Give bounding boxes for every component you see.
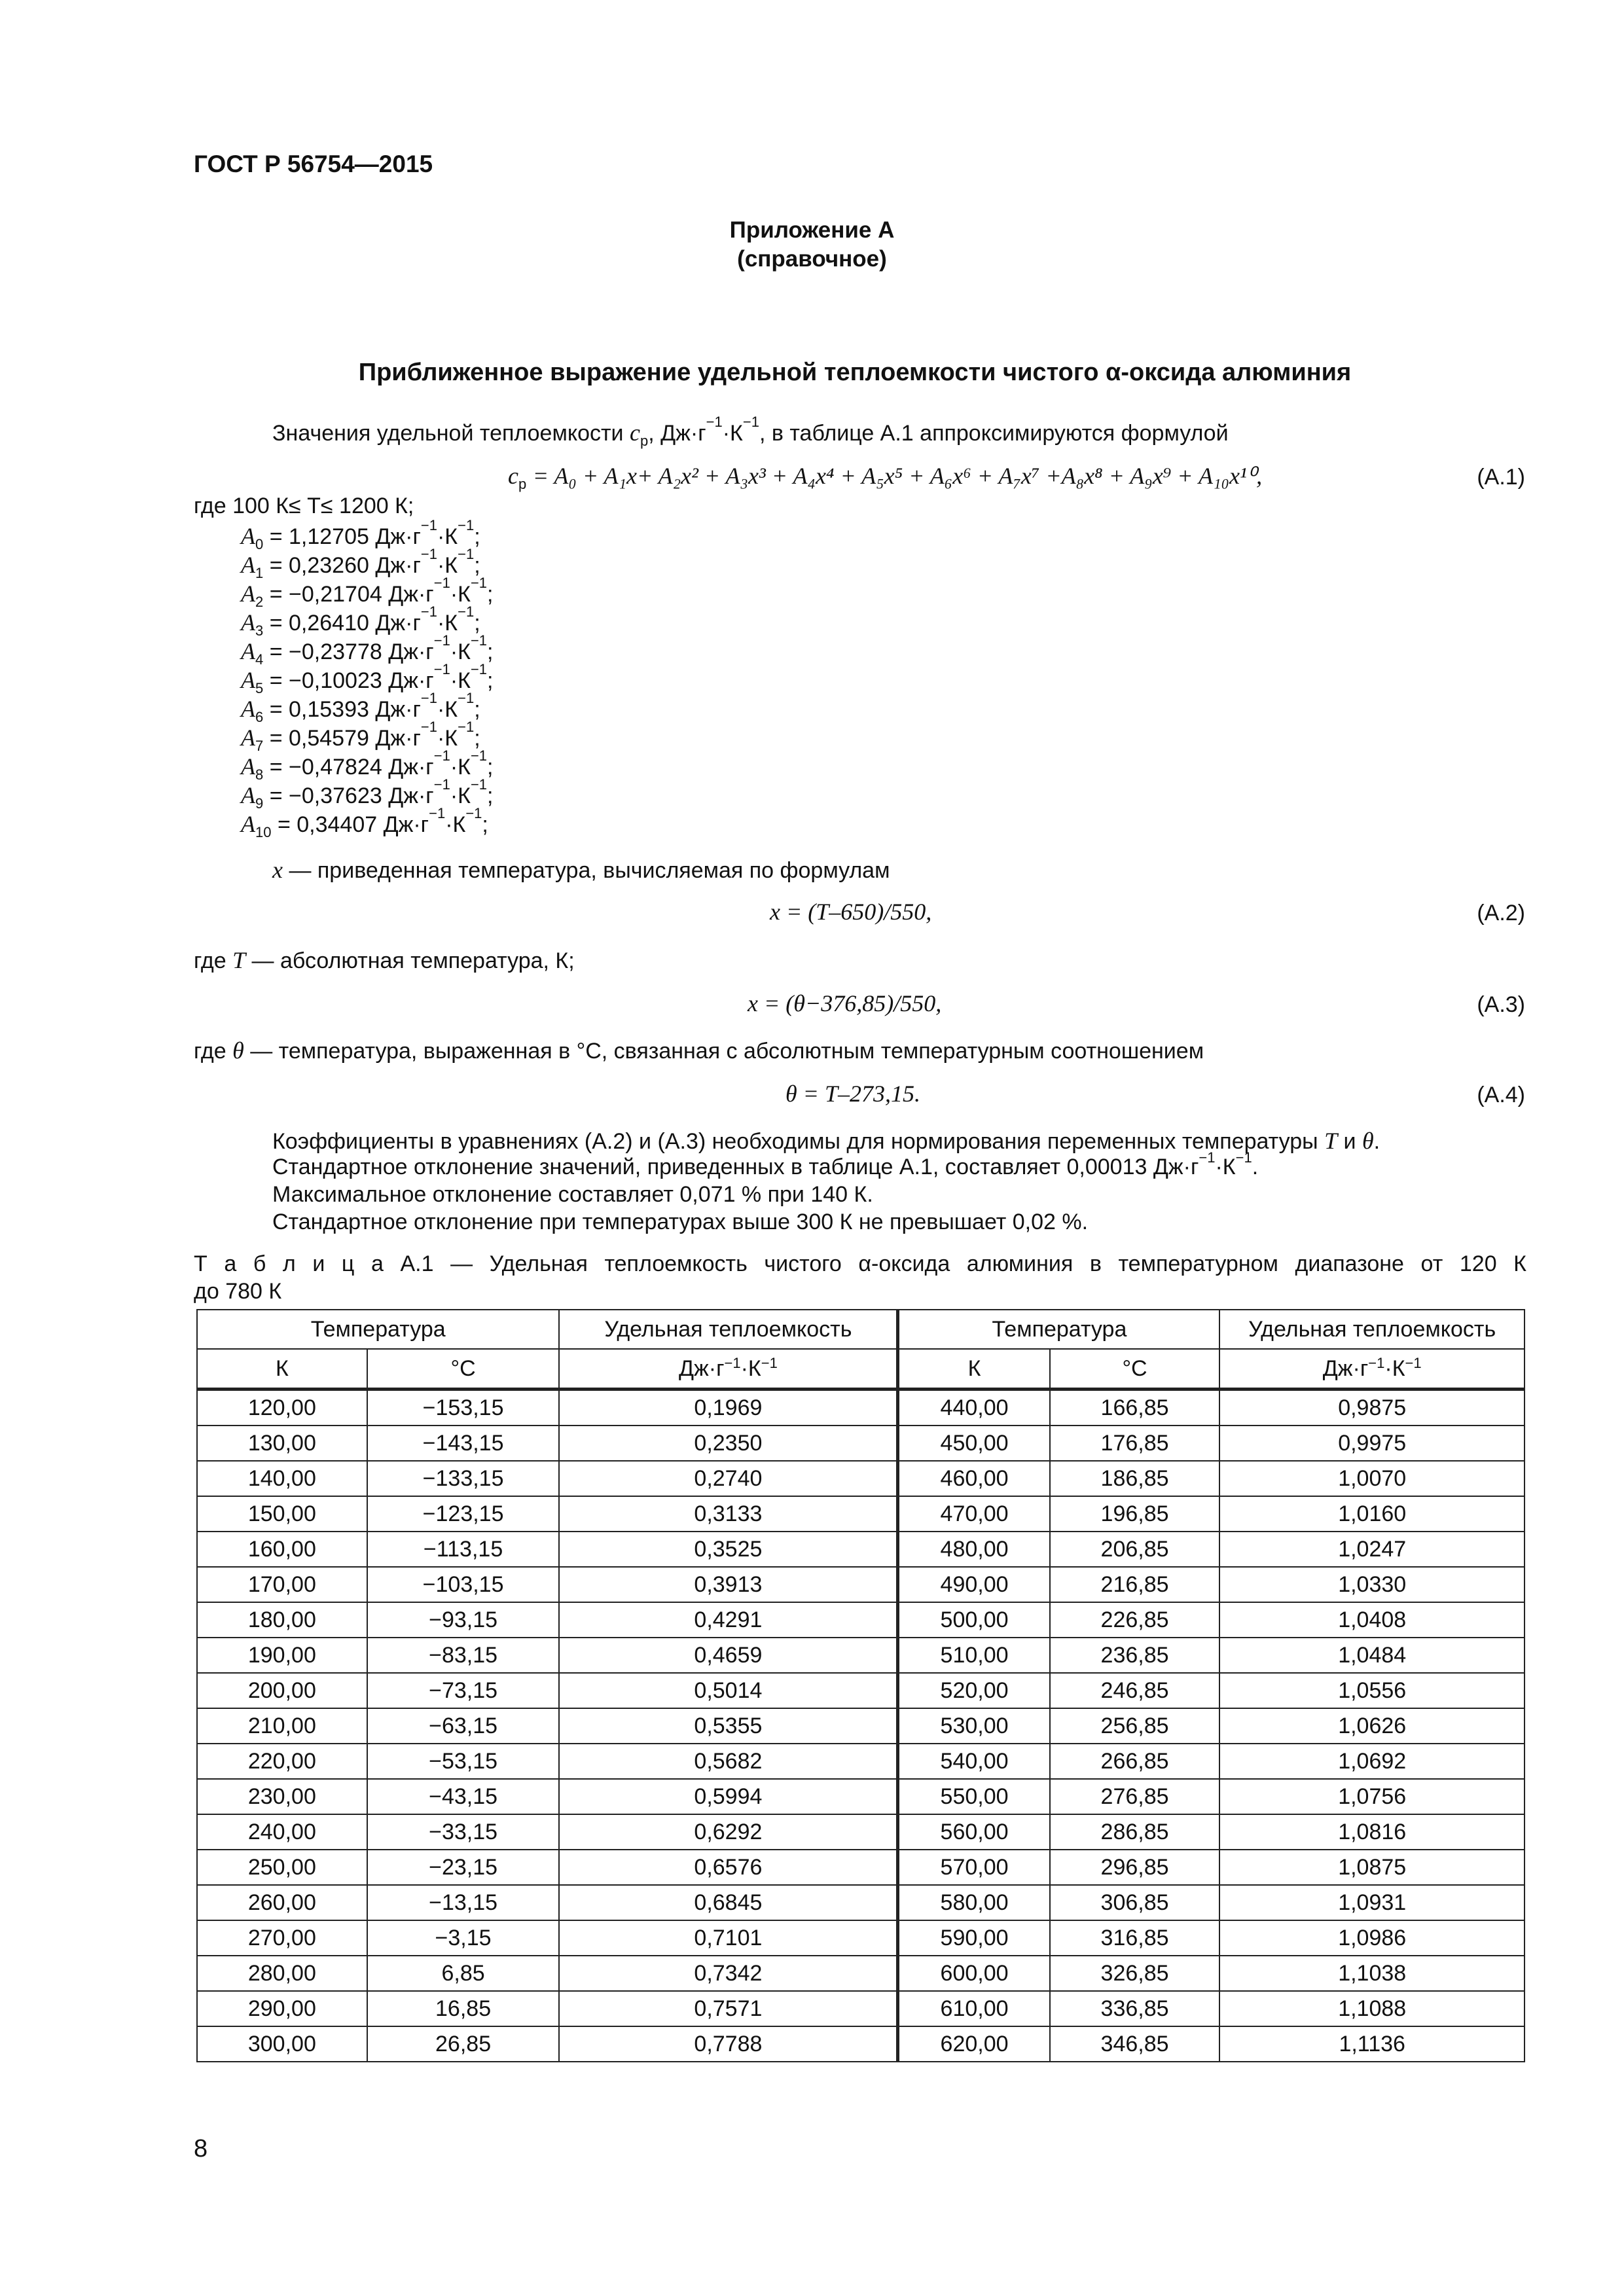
cell-celsius: 316,85 bbox=[1050, 1920, 1220, 1956]
cell-kelvin: 520,00 bbox=[898, 1673, 1050, 1708]
cell-heat-capacity: 0,5355 bbox=[559, 1708, 897, 1744]
cell-celsius: −13,15 bbox=[367, 1885, 560, 1920]
cell-heat-capacity: 0,3913 bbox=[559, 1567, 897, 1602]
cell-kelvin: 220,00 bbox=[197, 1744, 367, 1779]
cell-kelvin: 200,00 bbox=[197, 1673, 367, 1708]
coefficient-a6: $A_6 = 0,15393$ $Дж\cdot г^{-1}\cdot К^{-1}$; bbox=[241, 690, 480, 725]
table-row bbox=[197, 1956, 1525, 1991]
cell-celsius: −53,15 bbox=[367, 1744, 560, 1779]
intro-text: Значения удельной теплоемкости $c_p$, $Дж\cdot г^{-1}\cdot К^{-1}$, в таблице А.1 аппроксимируются формулой bbox=[272, 414, 1229, 449]
table-caption-cont: до 780 К bbox=[194, 1279, 282, 1304]
cell-heat-capacity: 1,0160 bbox=[1219, 1496, 1525, 1532]
formula-a1: $c_p = A_0 + A_1x+ A_2x^2 + A_3x^3 + A_4x^4 + A_5x^5 + A_6x^6 + A_7x^7 +A_8x^8 + A_9x^9 + A_{10}x^{10}$, bbox=[508, 463, 1263, 492]
cell-heat-capacity: 1,0816 bbox=[1219, 1814, 1525, 1850]
cell-heat-capacity: 1,0330 bbox=[1219, 1567, 1525, 1602]
heat-capacity-table bbox=[196, 1309, 1525, 2062]
cell-kelvin: 620,00 bbox=[898, 2026, 1050, 2062]
cell-celsius: 166,85 bbox=[1050, 1390, 1220, 1426]
cell-heat-capacity: 0,2740 bbox=[559, 1461, 897, 1496]
cell-celsius: 346,85 bbox=[1050, 2026, 1220, 2062]
formula-a1-number: (А.1) bbox=[1477, 465, 1525, 490]
cell-kelvin: 150,00 bbox=[197, 1496, 367, 1532]
coefficient-a8: $A_8 = -0,47824$ $Дж\cdot г^{-1}\cdot К^{-1}$; bbox=[241, 747, 494, 783]
formula-a3: x = (θ−376,85)/550, bbox=[748, 990, 942, 1016]
cell-kelvin: 250,00 bbox=[197, 1850, 367, 1885]
cell-celsius: 186,85 bbox=[1050, 1461, 1220, 1496]
cell-kelvin: 460,00 bbox=[898, 1461, 1050, 1496]
cell-celsius: −133,15 bbox=[367, 1461, 560, 1496]
header-kelvin: К bbox=[898, 1349, 1050, 1390]
cell-kelvin: 190,00 bbox=[197, 1638, 367, 1673]
cell-kelvin: 280,00 bbox=[197, 1956, 367, 1991]
cell-kelvin: 610,00 bbox=[898, 1991, 1050, 2026]
cell-celsius: −3,15 bbox=[367, 1920, 560, 1956]
cell-celsius: −103,15 bbox=[367, 1567, 560, 1602]
cell-heat-capacity: 0,4291 bbox=[559, 1602, 897, 1638]
table-row bbox=[197, 1461, 1525, 1496]
cell-heat-capacity: 1,0408 bbox=[1219, 1602, 1525, 1638]
table-row bbox=[197, 1850, 1525, 1885]
cell-heat-capacity: 0,5994 bbox=[559, 1779, 897, 1814]
cell-heat-capacity: 0,7101 bbox=[559, 1920, 897, 1956]
cell-celsius: −113,15 bbox=[367, 1532, 560, 1567]
cell-heat-capacity: 1,0692 bbox=[1219, 1744, 1525, 1779]
cell-heat-capacity: 1,1136 bbox=[1219, 2026, 1525, 2062]
cell-kelvin: 120,00 bbox=[197, 1390, 367, 1426]
table-row bbox=[197, 1426, 1525, 1461]
header-unit: $Дж\cdot г^{-1}\cdot К^{-1}$ bbox=[1219, 1349, 1525, 1390]
cell-kelvin: 180,00 bbox=[197, 1602, 367, 1638]
cell-heat-capacity: 0,7788 bbox=[559, 2026, 897, 2062]
cell-celsius: −73,15 bbox=[367, 1673, 560, 1708]
table-row bbox=[197, 1779, 1525, 1814]
page-number: 8 bbox=[194, 2135, 208, 2162]
note-std-deviation: Стандартное отклонение значений, приведенных в таблице А.1, составляет 0,00013 $Дж\cdot г^{-1}\cdot К^{-1}$. bbox=[272, 1149, 1259, 1179]
range-text: где 100 К≤ T≤ 1200 К; bbox=[194, 493, 414, 518]
cell-heat-capacity: 1,0484 bbox=[1219, 1638, 1525, 1673]
cell-heat-capacity: 1,0986 bbox=[1219, 1920, 1525, 1956]
cell-celsius: 256,85 bbox=[1050, 1708, 1220, 1744]
coefficient-a9: $A_9 = -0,37623$ $Дж\cdot г^{-1}\cdot К^{-1}$; bbox=[241, 776, 494, 812]
cell-celsius: −43,15 bbox=[367, 1779, 560, 1814]
cell-celsius: 276,85 bbox=[1050, 1779, 1220, 1814]
cell-celsius: 266,85 bbox=[1050, 1744, 1220, 1779]
cell-kelvin: 160,00 bbox=[197, 1532, 367, 1567]
table-row bbox=[197, 1390, 1525, 1426]
appendix-type: (справочное) bbox=[737, 246, 887, 272]
cell-heat-capacity: 0,9975 bbox=[1219, 1426, 1525, 1461]
cell-kelvin: 270,00 bbox=[197, 1920, 367, 1956]
note-high-temp: Стандартное отклонение при температурах выше 300 К не превышает 0,02 %. bbox=[272, 1210, 1089, 1234]
cell-kelvin: 240,00 bbox=[197, 1814, 367, 1850]
table-row bbox=[197, 2026, 1525, 2062]
table-row bbox=[197, 1920, 1525, 1956]
table-row bbox=[197, 1708, 1525, 1744]
cell-heat-capacity: 0,6576 bbox=[559, 1850, 897, 1885]
cell-celsius: −123,15 bbox=[367, 1496, 560, 1532]
formula-a2: x = (T–650)/550, bbox=[770, 899, 932, 925]
cell-kelvin: 230,00 bbox=[197, 1779, 367, 1814]
cell-celsius: 286,85 bbox=[1050, 1814, 1220, 1850]
T-definition: где T — абсолютная температура, К; bbox=[194, 947, 575, 973]
header-temperature: Температура bbox=[898, 1310, 1220, 1349]
cell-heat-capacity: 0,1969 bbox=[559, 1390, 897, 1426]
cell-kelvin: 570,00 bbox=[898, 1850, 1050, 1885]
cell-kelvin: 560,00 bbox=[898, 1814, 1050, 1850]
cell-heat-capacity: 1,1038 bbox=[1219, 1956, 1525, 1991]
note-coefficients: Коэффициенты в уравнениях (А.2) и (А.3) необходимы для нормирования переменных температуры T и θ. bbox=[272, 1128, 1380, 1154]
standard-number: ГОСТ Р 56754—2015 bbox=[194, 151, 433, 177]
cell-kelvin: 170,00 bbox=[197, 1567, 367, 1602]
cell-kelvin: 590,00 bbox=[898, 1920, 1050, 1956]
cell-heat-capacity: 1,0070 bbox=[1219, 1461, 1525, 1496]
coefficient-a0: $A_0 = 1,12705$ $Дж\cdot г^{-1}\cdot К^{-1}$; bbox=[241, 517, 480, 552]
cell-celsius: −33,15 bbox=[367, 1814, 560, 1850]
cell-kelvin: 210,00 bbox=[197, 1708, 367, 1744]
cell-heat-capacity: 0,5014 bbox=[559, 1673, 897, 1708]
cell-kelvin: 490,00 bbox=[898, 1567, 1050, 1602]
cell-kelvin: 580,00 bbox=[898, 1885, 1050, 1920]
table-row bbox=[197, 1496, 1525, 1532]
cell-heat-capacity: 1,0756 bbox=[1219, 1779, 1525, 1814]
cell-celsius: 306,85 bbox=[1050, 1885, 1220, 1920]
cell-heat-capacity: 0,7571 bbox=[559, 1991, 897, 2026]
cell-kelvin: 480,00 bbox=[898, 1532, 1050, 1567]
cell-celsius: 16,85 bbox=[367, 1991, 560, 2026]
cell-celsius: 216,85 bbox=[1050, 1567, 1220, 1602]
cell-heat-capacity: 0,9875 bbox=[1219, 1390, 1525, 1426]
cell-celsius: 176,85 bbox=[1050, 1426, 1220, 1461]
coefficient-a10: $A_{10} = 0,34407$ $Дж\cdot г^{-1}\cdot К^{-1}$; bbox=[241, 805, 488, 840]
cell-celsius: 6,85 bbox=[367, 1956, 560, 1991]
cell-heat-capacity: 0,4659 bbox=[559, 1638, 897, 1673]
coefficient-a7: $A_7 = 0,54579$ $Дж\cdot г^{-1}\cdot К^{-1}$; bbox=[241, 719, 480, 754]
cell-celsius: 296,85 bbox=[1050, 1850, 1220, 1885]
cell-kelvin: 140,00 bbox=[197, 1461, 367, 1496]
cell-celsius: −63,15 bbox=[367, 1708, 560, 1744]
table-row bbox=[197, 1532, 1525, 1567]
cell-celsius: 26,85 bbox=[367, 2026, 560, 2062]
cell-kelvin: 300,00 bbox=[197, 2026, 367, 2062]
cell-heat-capacity: 1,0626 bbox=[1219, 1708, 1525, 1744]
appendix-heading: Приложение А bbox=[729, 217, 895, 243]
cell-heat-capacity: 0,7342 bbox=[559, 1956, 897, 1991]
cell-kelvin: 440,00 bbox=[898, 1390, 1050, 1426]
table-row bbox=[197, 1991, 1525, 2026]
x-definition: x — приведенная температура, вычисляемая по формулам bbox=[272, 857, 890, 883]
cell-celsius: −153,15 bbox=[367, 1390, 560, 1426]
cell-celsius: 326,85 bbox=[1050, 1956, 1220, 1991]
table-row bbox=[197, 1814, 1525, 1850]
cell-heat-capacity: 0,3525 bbox=[559, 1532, 897, 1567]
cell-celsius: −83,15 bbox=[367, 1638, 560, 1673]
table-row bbox=[197, 1567, 1525, 1602]
theta-definition: где θ — температура, выраженная в °С, связанная с абсолютным температурным соотношением bbox=[194, 1037, 1204, 1064]
cell-celsius: −93,15 bbox=[367, 1602, 560, 1638]
cell-heat-capacity: 0,6845 bbox=[559, 1885, 897, 1920]
cell-heat-capacity: 1,0556 bbox=[1219, 1673, 1525, 1708]
coefficient-a5: $A_5 = -0,10023$ $Дж\cdot г^{-1}\cdot К^{-1}$; bbox=[241, 661, 494, 696]
note-max-deviation: Максимальное отклонение составляет 0,071 % при 140 К. bbox=[272, 1182, 873, 1207]
cell-kelvin: 530,00 bbox=[898, 1708, 1050, 1744]
cell-kelvin: 470,00 bbox=[898, 1496, 1050, 1532]
cell-celsius: 236,85 bbox=[1050, 1638, 1220, 1673]
cell-celsius: −143,15 bbox=[367, 1426, 560, 1461]
cell-celsius: 206,85 bbox=[1050, 1532, 1220, 1567]
table-caption: Т а б л и ц а А.1 — Удельная теплоемкость чистого α-оксида алюминия в температурном диапазоне от 120 К bbox=[194, 1251, 1526, 1276]
cell-heat-capacity: 0,5682 bbox=[559, 1744, 897, 1779]
formula-a3-number: (А.3) bbox=[1477, 992, 1525, 1017]
cell-heat-capacity: 1,0931 bbox=[1219, 1885, 1525, 1920]
table-row bbox=[197, 1885, 1525, 1920]
cell-heat-capacity: 1,0875 bbox=[1219, 1850, 1525, 1885]
cell-kelvin: 260,00 bbox=[197, 1885, 367, 1920]
cell-heat-capacity: 0,3133 bbox=[559, 1496, 897, 1532]
cell-celsius: 226,85 bbox=[1050, 1602, 1220, 1638]
table-row bbox=[197, 1638, 1525, 1673]
cell-heat-capacity: 0,6292 bbox=[559, 1814, 897, 1850]
coefficient-a3: $A_3 = 0,26410$ $Дж\cdot г^{-1}\cdot К^{-1}$; bbox=[241, 603, 480, 639]
page-title: Приближенное выражение удельной теплоемкости чистого α-оксида алюминия bbox=[358, 359, 1352, 386]
header-heat-capacity: Удельная теплоемкость bbox=[1219, 1310, 1525, 1349]
table-row bbox=[197, 1744, 1525, 1779]
cell-kelvin: 540,00 bbox=[898, 1744, 1050, 1779]
cell-celsius: 196,85 bbox=[1050, 1496, 1220, 1532]
cell-heat-capacity: 0,2350 bbox=[559, 1426, 897, 1461]
header-unit: $Дж\cdot г^{-1}\cdot К^{-1}$ bbox=[559, 1349, 897, 1390]
cell-celsius: 246,85 bbox=[1050, 1673, 1220, 1708]
cell-kelvin: 290,00 bbox=[197, 1991, 367, 2026]
cell-kelvin: 510,00 bbox=[898, 1638, 1050, 1673]
formula-a4-number: (А.4) bbox=[1477, 1083, 1525, 1107]
coefficient-a2: $A_2 = -0,21704$ $Дж\cdot г^{-1}\cdot К^{-1}$; bbox=[241, 575, 494, 610]
table-row bbox=[197, 1673, 1525, 1708]
cell-celsius: 336,85 bbox=[1050, 1991, 1220, 2026]
header-kelvin: К bbox=[197, 1349, 367, 1390]
table-row bbox=[197, 1602, 1525, 1638]
formula-a4: θ = T–273,15. bbox=[785, 1081, 920, 1107]
cell-kelvin: 130,00 bbox=[197, 1426, 367, 1461]
cell-kelvin: 550,00 bbox=[898, 1779, 1050, 1814]
coefficient-a4: $A_4 = -0,23778$ $Дж\cdot г^{-1}\cdot К^{-1}$; bbox=[241, 632, 494, 668]
formula-a2-number: (А.2) bbox=[1477, 901, 1525, 925]
header-heat-capacity: Удельная теплоемкость bbox=[559, 1310, 897, 1349]
cell-heat-capacity: 1,1088 bbox=[1219, 1991, 1525, 2026]
cell-kelvin: 500,00 bbox=[898, 1602, 1050, 1638]
coefficient-a1: $A_1 = 0,23260$ $Дж\cdot г^{-1}\cdot К^{-1}$; bbox=[241, 546, 480, 581]
header-temperature: Температура bbox=[197, 1310, 559, 1349]
header-celsius: °С bbox=[367, 1349, 560, 1390]
cell-celsius: −23,15 bbox=[367, 1850, 560, 1885]
cell-kelvin: 600,00 bbox=[898, 1956, 1050, 1991]
header-celsius: °С bbox=[1050, 1349, 1220, 1390]
cell-heat-capacity: 1,0247 bbox=[1219, 1532, 1525, 1567]
cell-kelvin: 450,00 bbox=[898, 1426, 1050, 1461]
